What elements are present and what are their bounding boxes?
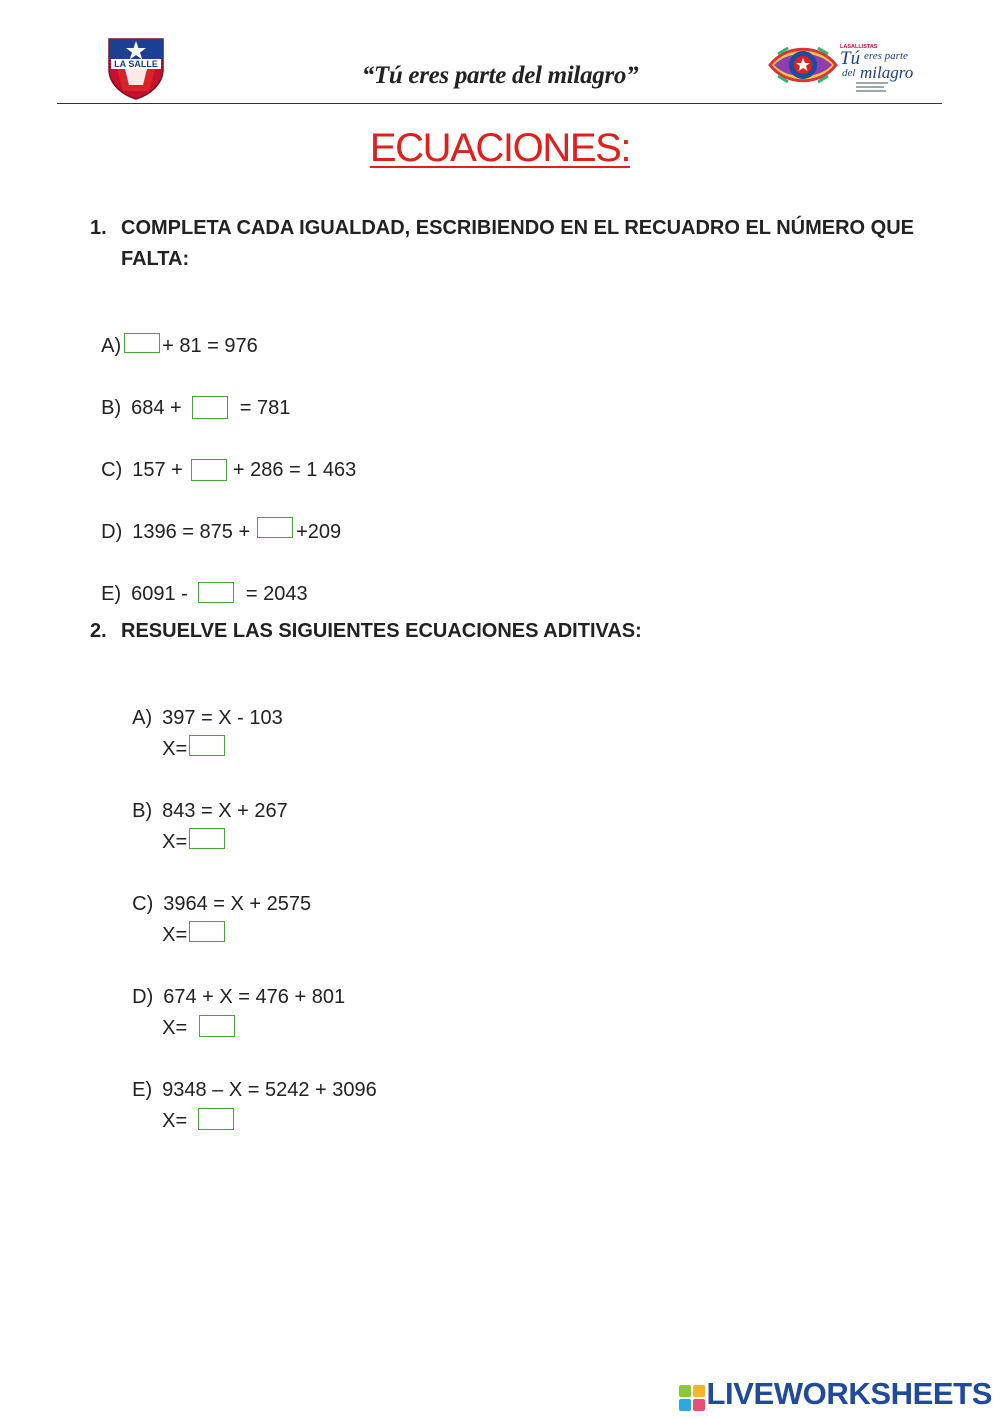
logo-script-2: eres parte bbox=[864, 50, 908, 62]
logo-script-4: milagro bbox=[860, 63, 914, 82]
x-answer-c bbox=[151, 898, 225, 947]
section1-item-a bbox=[90, 309, 258, 358]
x-answer-e bbox=[151, 1084, 234, 1133]
section2-number: 2. bbox=[90, 620, 107, 642]
item-before: 684 + bbox=[131, 396, 182, 419]
answer-box[interactable] bbox=[124, 333, 160, 353]
item-before: 6091 - bbox=[131, 582, 188, 605]
answer-box[interactable] bbox=[257, 517, 293, 538]
item-label: B) bbox=[101, 396, 122, 419]
section1-item-b bbox=[90, 371, 290, 420]
item-label: B) bbox=[132, 799, 153, 822]
item-after: + 81 = 976 bbox=[162, 334, 258, 357]
liveworksheets-brand bbox=[679, 1376, 992, 1412]
section1-heading: COMPLETA CADA IGUALDAD, ESCRIBIENDO EN EL RECUADRO EL NÚMERO QUE FALTA: bbox=[121, 217, 914, 270]
section1-number: 1. bbox=[90, 217, 107, 239]
item-before: 157 + bbox=[132, 458, 183, 481]
x-label: X= bbox=[162, 1109, 188, 1132]
answer-box[interactable] bbox=[198, 1108, 234, 1130]
item-equation: 397 = X - 103 bbox=[162, 706, 283, 729]
answer-box[interactable] bbox=[198, 582, 234, 603]
section1-item-e bbox=[90, 557, 308, 606]
answer-box[interactable] bbox=[191, 459, 227, 481]
item-label: A) bbox=[101, 334, 122, 357]
section2-heading: RESUELVE LAS SIGUIENTES ECUACIONES ADITIVAS: bbox=[121, 620, 642, 642]
item-label: E) bbox=[101, 582, 122, 605]
item-label: D) bbox=[101, 520, 123, 543]
header-divider bbox=[57, 103, 942, 104]
section1-item-c bbox=[90, 433, 356, 482]
x-answer-b bbox=[151, 805, 225, 854]
item-after: +209 bbox=[296, 520, 342, 543]
page-title: ECUACIONES: bbox=[369, 126, 631, 170]
x-answer-d bbox=[151, 991, 235, 1040]
item-label: D) bbox=[132, 985, 154, 1008]
x-label: X= bbox=[162, 923, 188, 946]
answer-box[interactable] bbox=[199, 1015, 235, 1037]
x-answer-a bbox=[151, 712, 225, 761]
logo-script-3: del bbox=[842, 67, 856, 79]
la-salle-logo-text: LA SALLE bbox=[114, 59, 158, 69]
answer-box[interactable] bbox=[192, 396, 228, 419]
item-label: C) bbox=[101, 458, 123, 481]
liveworksheets-logo-icon bbox=[679, 1383, 705, 1409]
logo-small-caption: LASALLISTAS bbox=[840, 44, 878, 50]
item-equation: 843 = X + 267 bbox=[162, 799, 288, 822]
x-label: X= bbox=[162, 830, 188, 853]
item-label: A) bbox=[132, 706, 153, 729]
answer-box[interactable] bbox=[189, 735, 225, 756]
item-after: + 286 = 1 463 bbox=[232, 458, 357, 481]
item-label: E) bbox=[132, 1078, 153, 1101]
brand-text: LIVEWORKSHEETS bbox=[706, 1376, 992, 1411]
x-label: X= bbox=[162, 737, 188, 760]
answer-box[interactable] bbox=[189, 828, 225, 849]
item-equation: 3964 = X + 2575 bbox=[163, 892, 312, 915]
item-equation: 9348 – X = 5242 + 3096 bbox=[162, 1078, 377, 1101]
logo-script-1: Tú bbox=[840, 48, 861, 69]
answer-box[interactable] bbox=[189, 921, 225, 942]
tu-eres-parte-logo bbox=[768, 38, 928, 96]
section1-item-d bbox=[90, 495, 341, 544]
motto: “Tú eres parte del milagro” bbox=[361, 62, 639, 89]
item-before: 1396 = 875 + bbox=[132, 520, 251, 543]
item-after: = 2043 bbox=[245, 582, 308, 605]
item-label: C) bbox=[132, 892, 154, 915]
eye-logo-icon bbox=[768, 38, 928, 96]
x-label: X= bbox=[162, 1016, 188, 1039]
item-after: = 781 bbox=[239, 396, 291, 419]
item-equation: 674 + X = 476 + 801 bbox=[163, 985, 346, 1008]
